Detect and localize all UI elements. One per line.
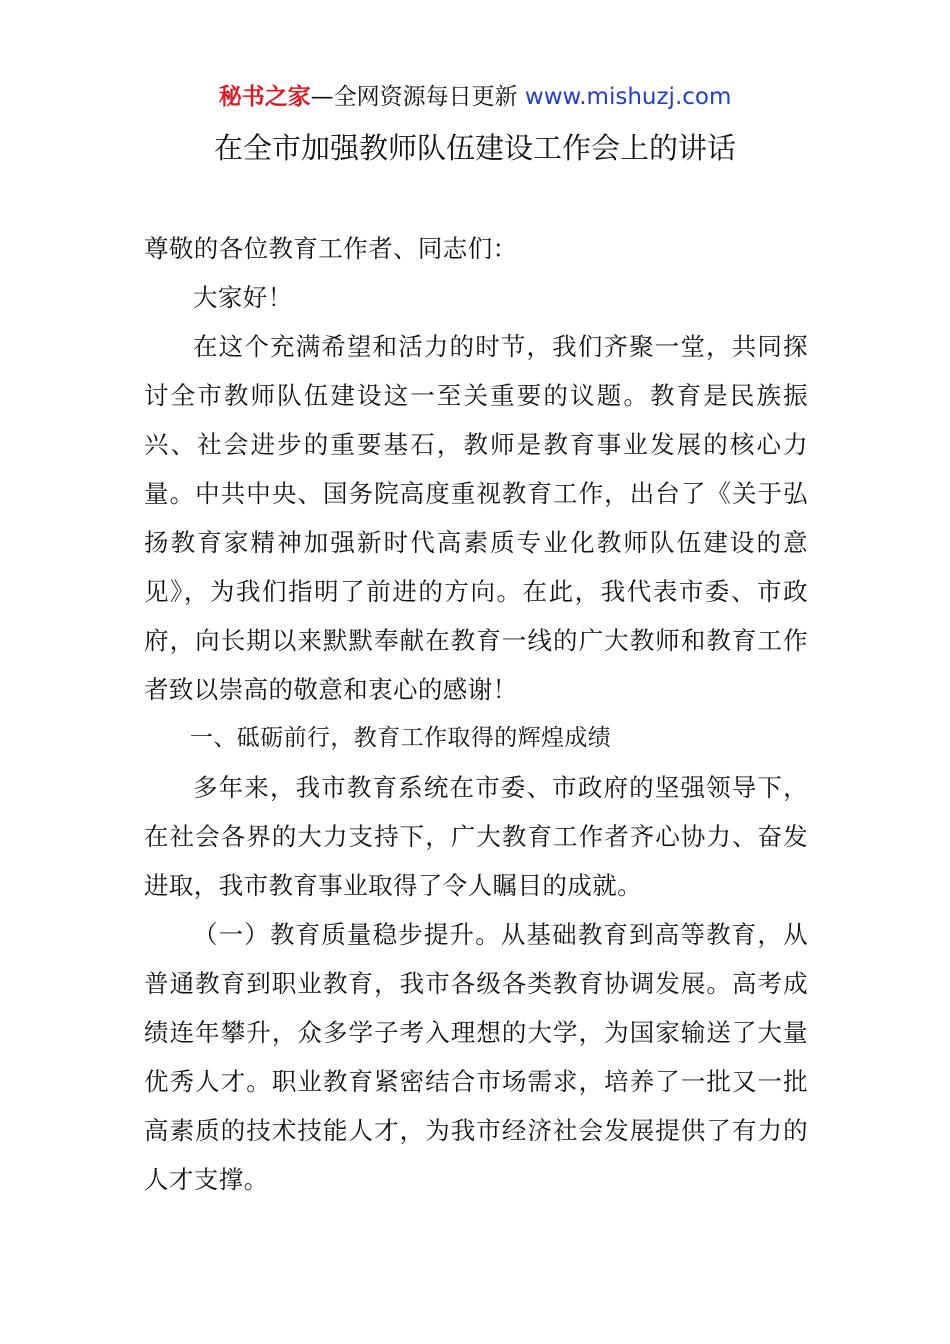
salutation: 尊敬的各位教育工作者、同志们： <box>144 234 518 263</box>
section-heading-1: 一、砥砺前行，教育工作取得的辉煌成绩 <box>190 725 612 751</box>
document-body <box>144 224 808 1204</box>
subsection-1-paragraph: （一）教育质量稳步提升。从基础教育到高等教育，从普通教育到职业教育，我市各级各类教育协调发展。高考成绩连年攀升，众多学子考入理想的大学，为国家输送了大量优秀人才。职业教育紧密结合市场需求，培养了一批又一批高素质的技术技能人才，为我市经济社会发展提供了有力的人才支撑。 <box>144 920 808 1194</box>
header-slogan: —全网资源每日更新 <box>310 84 525 110</box>
document-title: 在全市加强教师队伍建设工作会上的讲话 <box>213 131 736 165</box>
site-header <box>0 80 950 114</box>
brand-name: 秘书之家 <box>218 84 311 110</box>
intro-paragraph: 在这个充满希望和活力的时节，我们齐聚一堂，共同探讨全市教师队伍建设这一至关重要的议题。教育是民族振兴、社会进步的重要基石，教师是教育事业发展的核心力量。中共中央、国务院高度重视教育工作，出台了《关于弘扬教育家精神加强新时代高素质专业化教师队伍建设的意见》，为我们指明了前进的方向。在此，我代表市委、市政府，向长期以来默默奉献在教育一线的广大教师和教育工作者致以崇高的敬意和衷心的感谢！ <box>144 332 808 704</box>
site-url-link[interactable]: www.mishuzj.com <box>524 84 732 110</box>
greeting: 大家好！ <box>193 283 293 312</box>
section-1-paragraph: 多年来，我市教育系统在市委、市政府的坚强领导下，在社会各界的大力支持下，广大教育工作者齐心协力、奋发进取，我市教育事业取得了令人瞩目的成就。 <box>144 773 808 900</box>
